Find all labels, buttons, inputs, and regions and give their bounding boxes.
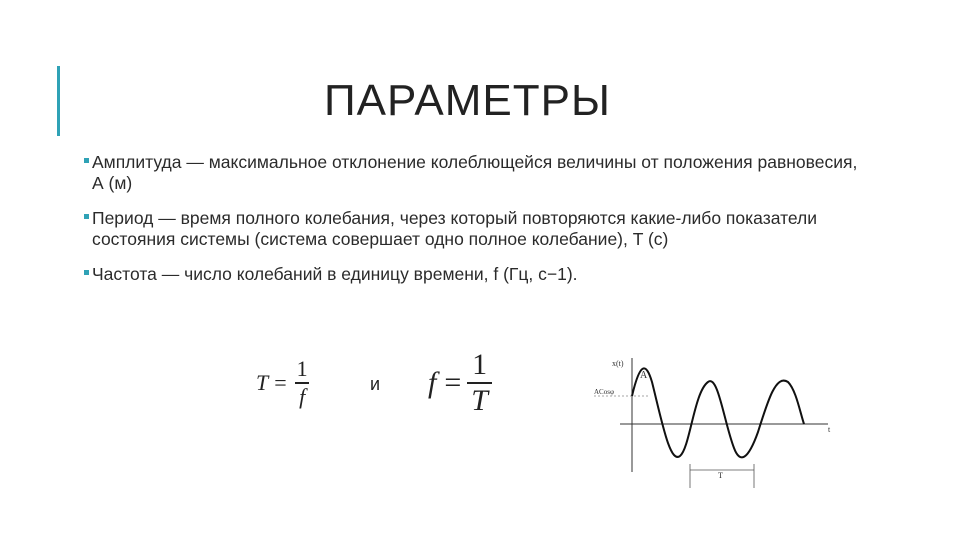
formula-frequency [428, 348, 492, 418]
y-axis-label: x(t) [612, 359, 624, 368]
fraction-denominator: f [295, 382, 309, 410]
bullet-text: Период — время полного колебания, через который повторяются какие-либо показатели состояния системы (система совершает одно полное колебание), T (c) [92, 208, 818, 249]
bullet-period [84, 208, 864, 250]
bullet-frequency [84, 264, 864, 285]
formula-equals: = [274, 370, 287, 395]
formula-equals: = [444, 366, 462, 399]
initial-value-label: ACosφ [594, 388, 614, 396]
bullet-text: Частота — число колебаний в единицу времени, f (Гц, с−1). [92, 264, 578, 284]
slide-title: ПАРАМЕТРЫ [324, 76, 611, 125]
x-axis-label: t [828, 425, 831, 434]
fraction-numerator: 1 [296, 356, 308, 381]
oscillation-graph [590, 352, 840, 492]
bullet-amplitude [84, 152, 864, 194]
formula-lhs: T [256, 370, 269, 395]
bullet-list [84, 152, 864, 299]
formula-period [256, 356, 312, 410]
wave-curve [632, 368, 804, 457]
formula-fraction [467, 348, 492, 418]
fraction-denominator: T [467, 382, 492, 418]
amplitude-label: A [640, 370, 648, 381]
formula-fraction [293, 356, 312, 410]
period-label: T [718, 471, 723, 480]
accent-bar [57, 66, 60, 136]
fraction-numerator: 1 [472, 348, 488, 381]
conjunction: и [370, 374, 381, 394]
formula-lhs: f [428, 366, 437, 399]
bullet-marker-icon [84, 158, 89, 163]
bullet-marker-icon [84, 270, 89, 275]
bullet-marker-icon [84, 214, 89, 219]
bullet-text: Амплитуда — максимальное отклонение колеблющейся величины от положения равновесия, А (м) [92, 152, 858, 193]
